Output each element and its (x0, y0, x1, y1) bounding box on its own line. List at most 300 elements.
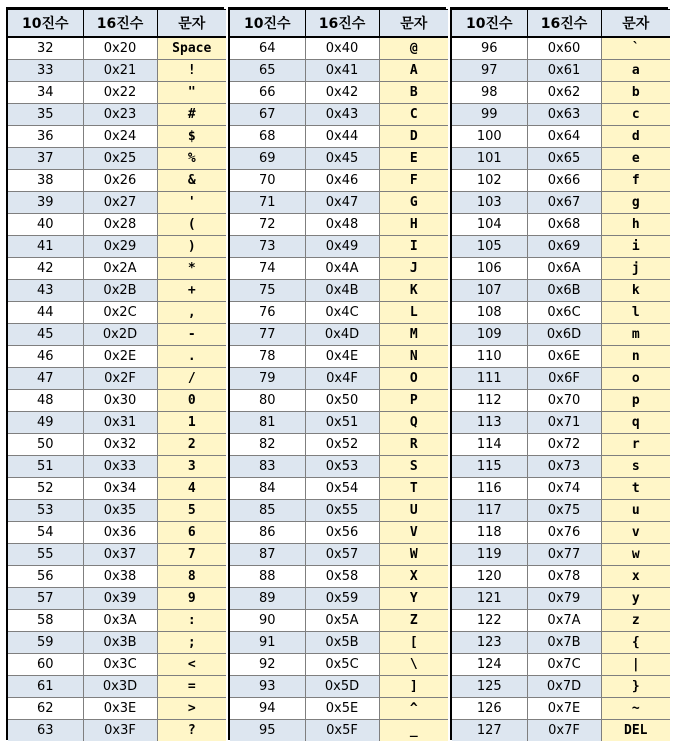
cell-hex: 0x47 (305, 192, 379, 214)
cell-hex: 0x25 (83, 148, 157, 170)
table-row (452, 37, 670, 60)
cell-hex: 0x43 (305, 104, 379, 126)
cell-char: \ (379, 654, 448, 676)
cell-char: V (379, 522, 448, 544)
cell-decimal: 65 (230, 60, 305, 82)
cell-char: " (157, 82, 226, 104)
cell-hex: 0x6A (527, 258, 601, 280)
cell-char: 8 (157, 566, 226, 588)
cell-hex: 0x7A (527, 610, 601, 632)
cell-char: B (379, 82, 448, 104)
cell-hex: 0x5B (305, 632, 379, 654)
table-row (452, 500, 670, 522)
cell-hex: 0x61 (527, 60, 601, 82)
cell-char: ? (157, 720, 226, 742)
cell-decimal: 113 (452, 412, 527, 434)
cell-decimal: 100 (452, 126, 527, 148)
header-char: 문자 (379, 10, 448, 38)
cell-decimal: 112 (452, 390, 527, 412)
cell-char: > (157, 698, 226, 720)
cell-char: O (379, 368, 448, 390)
cell-hex: 0x26 (83, 170, 157, 192)
cell-char: 3 (157, 456, 226, 478)
cell-char: C (379, 104, 448, 126)
cell-char: s (601, 456, 670, 478)
cell-hex: 0x79 (527, 588, 601, 610)
cell-char: } (601, 676, 670, 698)
cell-decimal: 59 (8, 632, 83, 654)
table-row (8, 236, 226, 258)
cell-decimal: 105 (452, 236, 527, 258)
table-row (8, 346, 226, 368)
table-row (452, 60, 670, 82)
cell-char: g (601, 192, 670, 214)
cell-decimal: 97 (452, 60, 527, 82)
cell-hex: 0x23 (83, 104, 157, 126)
cell-char: T (379, 478, 448, 500)
cell-char: . (157, 346, 226, 368)
cell-decimal: 125 (452, 676, 527, 698)
cell-decimal: 44 (8, 302, 83, 324)
cell-hex: 0x30 (83, 390, 157, 412)
table-row (230, 544, 448, 566)
cell-hex: 0x37 (83, 544, 157, 566)
table-row (230, 368, 448, 390)
table-row (230, 500, 448, 522)
cell-hex: 0x62 (527, 82, 601, 104)
cell-decimal: 107 (452, 280, 527, 302)
cell-char: 4 (157, 478, 226, 500)
table-row (452, 346, 670, 368)
cell-decimal: 34 (8, 82, 83, 104)
cell-char: 0 (157, 390, 226, 412)
table-row (452, 214, 670, 236)
cell-decimal: 90 (230, 610, 305, 632)
cell-hex: 0x71 (527, 412, 601, 434)
cell-decimal: 75 (230, 280, 305, 302)
cell-char: ) (157, 236, 226, 258)
table-row (230, 566, 448, 588)
table-row (8, 610, 226, 632)
cell-char: R (379, 434, 448, 456)
table-row (452, 434, 670, 456)
cell-char: [ (379, 632, 448, 654)
table-row (230, 126, 448, 148)
cell-decimal: 41 (8, 236, 83, 258)
table-row (230, 258, 448, 280)
cell-hex: 0x68 (527, 214, 601, 236)
cell-decimal: 120 (452, 566, 527, 588)
cell-hex: 0x4B (305, 280, 379, 302)
cell-char: N (379, 346, 448, 368)
cell-char: o (601, 368, 670, 390)
cell-decimal: 52 (8, 478, 83, 500)
cell-char: 7 (157, 544, 226, 566)
cell-char: i (601, 236, 670, 258)
cell-decimal: 71 (230, 192, 305, 214)
cell-decimal: 121 (452, 588, 527, 610)
table-row (8, 258, 226, 280)
cell-char: # (157, 104, 226, 126)
cell-decimal: 73 (230, 236, 305, 258)
cell-char: S (379, 456, 448, 478)
cell-decimal: 127 (452, 720, 527, 742)
cell-char: I (379, 236, 448, 258)
table-row (8, 720, 226, 742)
cell-hex: 0x65 (527, 148, 601, 170)
table-row (452, 236, 670, 258)
header-decimal: 10진수 (452, 10, 527, 38)
cell-decimal: 78 (230, 346, 305, 368)
cell-decimal: 103 (452, 192, 527, 214)
table-row (230, 720, 448, 742)
header-hex: 16진수 (305, 10, 379, 38)
cell-hex: 0x7B (527, 632, 601, 654)
cell-decimal: 102 (452, 170, 527, 192)
table-row (452, 720, 670, 742)
cell-hex: 0x58 (305, 566, 379, 588)
cell-char: ^ (379, 698, 448, 720)
cell-decimal: 33 (8, 60, 83, 82)
cell-hex: 0x29 (83, 236, 157, 258)
cell-decimal: 108 (452, 302, 527, 324)
table-body (8, 37, 226, 741)
cell-char: Q (379, 412, 448, 434)
cell-char: U (379, 500, 448, 522)
cell-hex: 0x22 (83, 82, 157, 104)
table-header (452, 10, 670, 38)
cell-char: 5 (157, 500, 226, 522)
table-row (452, 390, 670, 412)
table-row (230, 522, 448, 544)
table-header (230, 10, 448, 38)
table-row (452, 280, 670, 302)
cell-char: b (601, 82, 670, 104)
table-row (230, 280, 448, 302)
cell-decimal: 94 (230, 698, 305, 720)
cell-char: n (601, 346, 670, 368)
cell-char: k (601, 280, 670, 302)
cell-decimal: 77 (230, 324, 305, 346)
cell-char: a (601, 60, 670, 82)
cell-char: : (157, 610, 226, 632)
cell-char: t (601, 478, 670, 500)
table-row (452, 368, 670, 390)
cell-hex: 0x46 (305, 170, 379, 192)
cell-decimal: 54 (8, 522, 83, 544)
table-row (452, 698, 670, 720)
cell-decimal: 39 (8, 192, 83, 214)
cell-decimal: 63 (8, 720, 83, 742)
table-row (452, 632, 670, 654)
table-row (230, 324, 448, 346)
cell-hex: 0x5C (305, 654, 379, 676)
cell-hex: 0x6E (527, 346, 601, 368)
table-row (230, 104, 448, 126)
cell-hex: 0x3C (83, 654, 157, 676)
cell-hex: 0x34 (83, 478, 157, 500)
table-row (452, 544, 670, 566)
cell-decimal: 86 (230, 522, 305, 544)
ascii-table-panel-2 (228, 7, 446, 740)
cell-char: M (379, 324, 448, 346)
table-row (452, 588, 670, 610)
cell-decimal: 68 (230, 126, 305, 148)
cell-hex: 0x41 (305, 60, 379, 82)
cell-hex: 0x3B (83, 632, 157, 654)
cell-decimal: 37 (8, 148, 83, 170)
cell-hex: 0x3A (83, 610, 157, 632)
cell-hex: 0x42 (305, 82, 379, 104)
table-row (230, 302, 448, 324)
cell-hex: 0x59 (305, 588, 379, 610)
cell-hex: 0x3F (83, 720, 157, 742)
table-row (452, 676, 670, 698)
table-row (452, 82, 670, 104)
cell-char: X (379, 566, 448, 588)
cell-char: p (601, 390, 670, 412)
table-row (8, 566, 226, 588)
cell-decimal: 69 (230, 148, 305, 170)
cell-char: d (601, 126, 670, 148)
cell-char: Z (379, 610, 448, 632)
table-row (452, 654, 670, 676)
cell-decimal: 40 (8, 214, 83, 236)
table-row (8, 434, 226, 456)
cell-hex: 0x6C (527, 302, 601, 324)
cell-char: u (601, 500, 670, 522)
cell-char: ] (379, 676, 448, 698)
table-row (8, 676, 226, 698)
cell-char: - (157, 324, 226, 346)
cell-decimal: 55 (8, 544, 83, 566)
table-row (230, 390, 448, 412)
cell-hex: 0x35 (83, 500, 157, 522)
table-row (8, 544, 226, 566)
cell-char: ~ (601, 698, 670, 720)
cell-char: ( (157, 214, 226, 236)
table-row (230, 434, 448, 456)
cell-decimal: 118 (452, 522, 527, 544)
table-row (8, 654, 226, 676)
cell-hex: 0x21 (83, 60, 157, 82)
table-row (8, 456, 226, 478)
table-row (230, 478, 448, 500)
cell-hex: 0x7D (527, 676, 601, 698)
table-row (8, 60, 226, 82)
cell-char: v (601, 522, 670, 544)
cell-hex: 0x4F (305, 368, 379, 390)
table-row (230, 456, 448, 478)
cell-hex: 0x45 (305, 148, 379, 170)
table-body (230, 37, 448, 741)
cell-hex: 0x4C (305, 302, 379, 324)
cell-decimal: 98 (452, 82, 527, 104)
table-row (8, 500, 226, 522)
cell-hex: 0x2A (83, 258, 157, 280)
cell-char: F (379, 170, 448, 192)
table-row (8, 588, 226, 610)
cell-decimal: 79 (230, 368, 305, 390)
cell-hex: 0x2B (83, 280, 157, 302)
cell-hex: 0x67 (527, 192, 601, 214)
table-row (230, 214, 448, 236)
cell-hex: 0x2F (83, 368, 157, 390)
cell-hex: 0x2C (83, 302, 157, 324)
cell-hex: 0x51 (305, 412, 379, 434)
ascii-table-panel-3 (450, 7, 668, 740)
cell-hex: 0x28 (83, 214, 157, 236)
cell-decimal: 123 (452, 632, 527, 654)
table-row (8, 522, 226, 544)
header-decimal: 10진수 (230, 10, 305, 38)
table-row (8, 412, 226, 434)
cell-char: z (601, 610, 670, 632)
cell-hex: 0x56 (305, 522, 379, 544)
cell-char: E (379, 148, 448, 170)
cell-char: + (157, 280, 226, 302)
cell-decimal: 38 (8, 170, 83, 192)
cell-hex: 0x48 (305, 214, 379, 236)
cell-hex: 0x64 (527, 126, 601, 148)
table-row (8, 37, 226, 60)
table-row (230, 60, 448, 82)
cell-hex: 0x7E (527, 698, 601, 720)
cell-decimal: 60 (8, 654, 83, 676)
cell-hex: 0x6B (527, 280, 601, 302)
cell-hex: 0x5A (305, 610, 379, 632)
cell-decimal: 47 (8, 368, 83, 390)
table-row (230, 37, 448, 60)
cell-char: G (379, 192, 448, 214)
table-row (8, 302, 226, 324)
cell-hex: 0x54 (305, 478, 379, 500)
cell-decimal: 126 (452, 698, 527, 720)
cell-decimal: 74 (230, 258, 305, 280)
cell-decimal: 83 (230, 456, 305, 478)
cell-hex: 0x60 (527, 37, 601, 60)
cell-decimal: 57 (8, 588, 83, 610)
cell-char: 2 (157, 434, 226, 456)
cell-char: { (601, 632, 670, 654)
cell-char: % (157, 148, 226, 170)
cell-decimal: 46 (8, 346, 83, 368)
table-row (8, 478, 226, 500)
cell-decimal: 95 (230, 720, 305, 742)
table-row (230, 654, 448, 676)
table-row (8, 192, 226, 214)
table-row (8, 390, 226, 412)
cell-char: ` (601, 37, 670, 60)
cell-char: & (157, 170, 226, 192)
cell-char: L (379, 302, 448, 324)
table-row (452, 566, 670, 588)
cell-char: 1 (157, 412, 226, 434)
cell-char: ; (157, 632, 226, 654)
ascii-table (230, 9, 448, 741)
cell-char: 9 (157, 588, 226, 610)
table-row (230, 192, 448, 214)
cell-hex: 0x78 (527, 566, 601, 588)
cell-decimal: 111 (452, 368, 527, 390)
cell-decimal: 115 (452, 456, 527, 478)
table-row (8, 698, 226, 720)
cell-char: Space (157, 37, 226, 60)
cell-char: w (601, 544, 670, 566)
cell-char: x (601, 566, 670, 588)
cell-hex: 0x20 (83, 37, 157, 60)
cell-hex: 0x44 (305, 126, 379, 148)
cell-decimal: 43 (8, 280, 83, 302)
cell-char: $ (157, 126, 226, 148)
cell-hex: 0x77 (527, 544, 601, 566)
header-hex: 16진수 (527, 10, 601, 38)
cell-hex: 0x4A (305, 258, 379, 280)
cell-decimal: 82 (230, 434, 305, 456)
table-row (230, 82, 448, 104)
cell-char: e (601, 148, 670, 170)
cell-char: ' (157, 192, 226, 214)
table-body (452, 37, 670, 741)
cell-decimal: 42 (8, 258, 83, 280)
cell-char: 6 (157, 522, 226, 544)
cell-char: = (157, 676, 226, 698)
cell-char: m (601, 324, 670, 346)
cell-decimal: 85 (230, 500, 305, 522)
table-row (452, 258, 670, 280)
table-row (230, 170, 448, 192)
cell-char: | (601, 654, 670, 676)
cell-decimal: 122 (452, 610, 527, 632)
cell-hex: 0x40 (305, 37, 379, 60)
cell-hex: 0x6D (527, 324, 601, 346)
cell-decimal: 92 (230, 654, 305, 676)
cell-hex: 0x36 (83, 522, 157, 544)
cell-decimal: 117 (452, 500, 527, 522)
cell-decimal: 96 (452, 37, 527, 60)
table-row (8, 148, 226, 170)
cell-decimal: 124 (452, 654, 527, 676)
cell-decimal: 48 (8, 390, 83, 412)
cell-char: A (379, 60, 448, 82)
cell-decimal: 61 (8, 676, 83, 698)
table-row (452, 104, 670, 126)
cell-decimal: 99 (452, 104, 527, 126)
cell-decimal: 62 (8, 698, 83, 720)
cell-char: l (601, 302, 670, 324)
cell-char: D (379, 126, 448, 148)
cell-char: r (601, 434, 670, 456)
table-row (8, 82, 226, 104)
cell-decimal: 87 (230, 544, 305, 566)
cell-hex: 0x3E (83, 698, 157, 720)
cell-hex: 0x73 (527, 456, 601, 478)
table-row (230, 236, 448, 258)
cell-hex: 0x70 (527, 390, 601, 412)
cell-decimal: 104 (452, 214, 527, 236)
cell-decimal: 32 (8, 37, 83, 60)
cell-hex: 0x33 (83, 456, 157, 478)
cell-char: f (601, 170, 670, 192)
table-row (230, 632, 448, 654)
cell-decimal: 51 (8, 456, 83, 478)
cell-decimal: 64 (230, 37, 305, 60)
table-row (8, 170, 226, 192)
table-row (452, 324, 670, 346)
cell-char: c (601, 104, 670, 126)
table-row (230, 588, 448, 610)
table-row (8, 324, 226, 346)
